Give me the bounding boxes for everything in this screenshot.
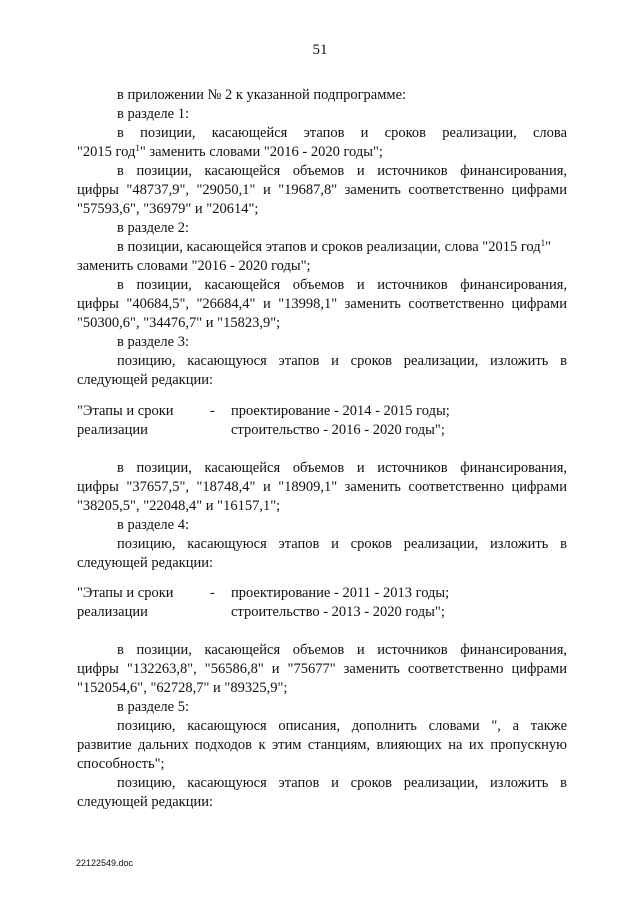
position-label: "Этапы и сроки	[77, 403, 174, 419]
paragraph-line: позицию, касающуюся этапов и сроков реализации, изложить в	[117, 775, 567, 791]
position-label: реализации	[77, 422, 148, 438]
paragraph-line: в разделе 2:	[117, 220, 190, 236]
paragraph-line: в позиции, касающейся объемов и источников финансирования,	[117, 642, 567, 658]
position-value: проектирование - 2011 - 2013 годы;	[231, 585, 450, 601]
paragraph-line: в позиции, касающейся этапов и сроков реализации, слова	[117, 125, 567, 141]
paragraph-line: в разделе 3:	[117, 334, 190, 350]
paragraph-line: следующей редакции:	[77, 372, 214, 388]
paragraph-line: цифры "132263,8", "56586,8" и "75677" заменить соответственно цифрами	[77, 661, 567, 677]
paragraph-line: в разделе 1:	[117, 106, 190, 122]
text-run: "	[545, 239, 552, 255]
position-label: "Этапы и сроки	[77, 585, 174, 601]
paragraph-line: "38205,5", "22048,4" и "16157,1";	[77, 498, 281, 514]
paragraph-line: в разделе 4:	[117, 517, 190, 533]
paragraph-line: в позиции, касающейся объемов и источников финансирования,	[117, 460, 567, 476]
footnote-mark: 1	[135, 143, 140, 153]
page-number: 51	[312, 42, 328, 58]
dash-separator: -	[210, 403, 215, 419]
paragraph-line: способность";	[77, 756, 165, 772]
text-run: в позиции, касающейся этапов и сроков реализации, слова "2015 год	[117, 239, 541, 255]
paragraph-line: цифры "40684,5", "26684,4" и "13998,1" заменить соответственно цифрами	[77, 296, 567, 312]
text-run: "2015 год	[77, 144, 136, 160]
position-label: реализации	[77, 604, 148, 620]
paragraph-line: следующей редакции:	[77, 555, 214, 571]
paragraph-line: в позиции, касающейся объемов и источников финансирования,	[117, 277, 567, 293]
paragraph-line: в позиции, касающейся объемов и источников финансирования,	[117, 163, 567, 179]
paragraph-line: позицию, касающуюся этапов и сроков реализации, изложить в	[117, 536, 567, 552]
position-value: проектирование - 2014 - 2015 годы;	[231, 403, 450, 419]
paragraph-line	[77, 143, 383, 161]
paragraph-line	[117, 238, 551, 256]
text-run: " заменить словами "2016 - 2020 годы";	[139, 144, 383, 160]
paragraph-line: следующей редакции:	[77, 794, 214, 810]
paragraph-line: в разделе 5:	[117, 699, 190, 715]
paragraph-line: цифры "37657,5", "18748,4" и "18909,1" заменить соответственно цифрами	[77, 479, 567, 495]
footnote-mark: 1	[540, 238, 546, 248]
position-value: строительство - 2016 - 2020 годы";	[231, 422, 445, 438]
paragraph-line: "50300,6", "34476,7" и "15823,9";	[77, 315, 281, 331]
position-value: строительство - 2013 - 2020 годы";	[231, 604, 445, 620]
paragraph-line: цифры "48737,9", "29050,1" и "19687,8" заменить соответственно цифрами	[77, 182, 567, 198]
paragraph-line: развитие дальних подходов к этим станциям, влияющих на их пропускную	[77, 737, 567, 753]
paragraph-line: позицию, касающуюся этапов и сроков реализации, изложить в	[117, 353, 567, 369]
paragraph-line: в приложении № 2 к указанной подпрограмме:	[117, 87, 407, 103]
paragraph-line: заменить словами "2016 - 2020 годы";	[77, 258, 311, 274]
dash-separator: -	[210, 585, 215, 601]
file-footer: 22122549.doc	[76, 858, 134, 868]
paragraph-line: "152054,6", "62728,7" и "89325,9";	[77, 680, 288, 696]
paragraph-line: "57593,6", "36979" и "20614";	[77, 201, 259, 217]
paragraph-line: позицию, касающуюся описания, дополнить словами ", а также	[117, 718, 567, 734]
